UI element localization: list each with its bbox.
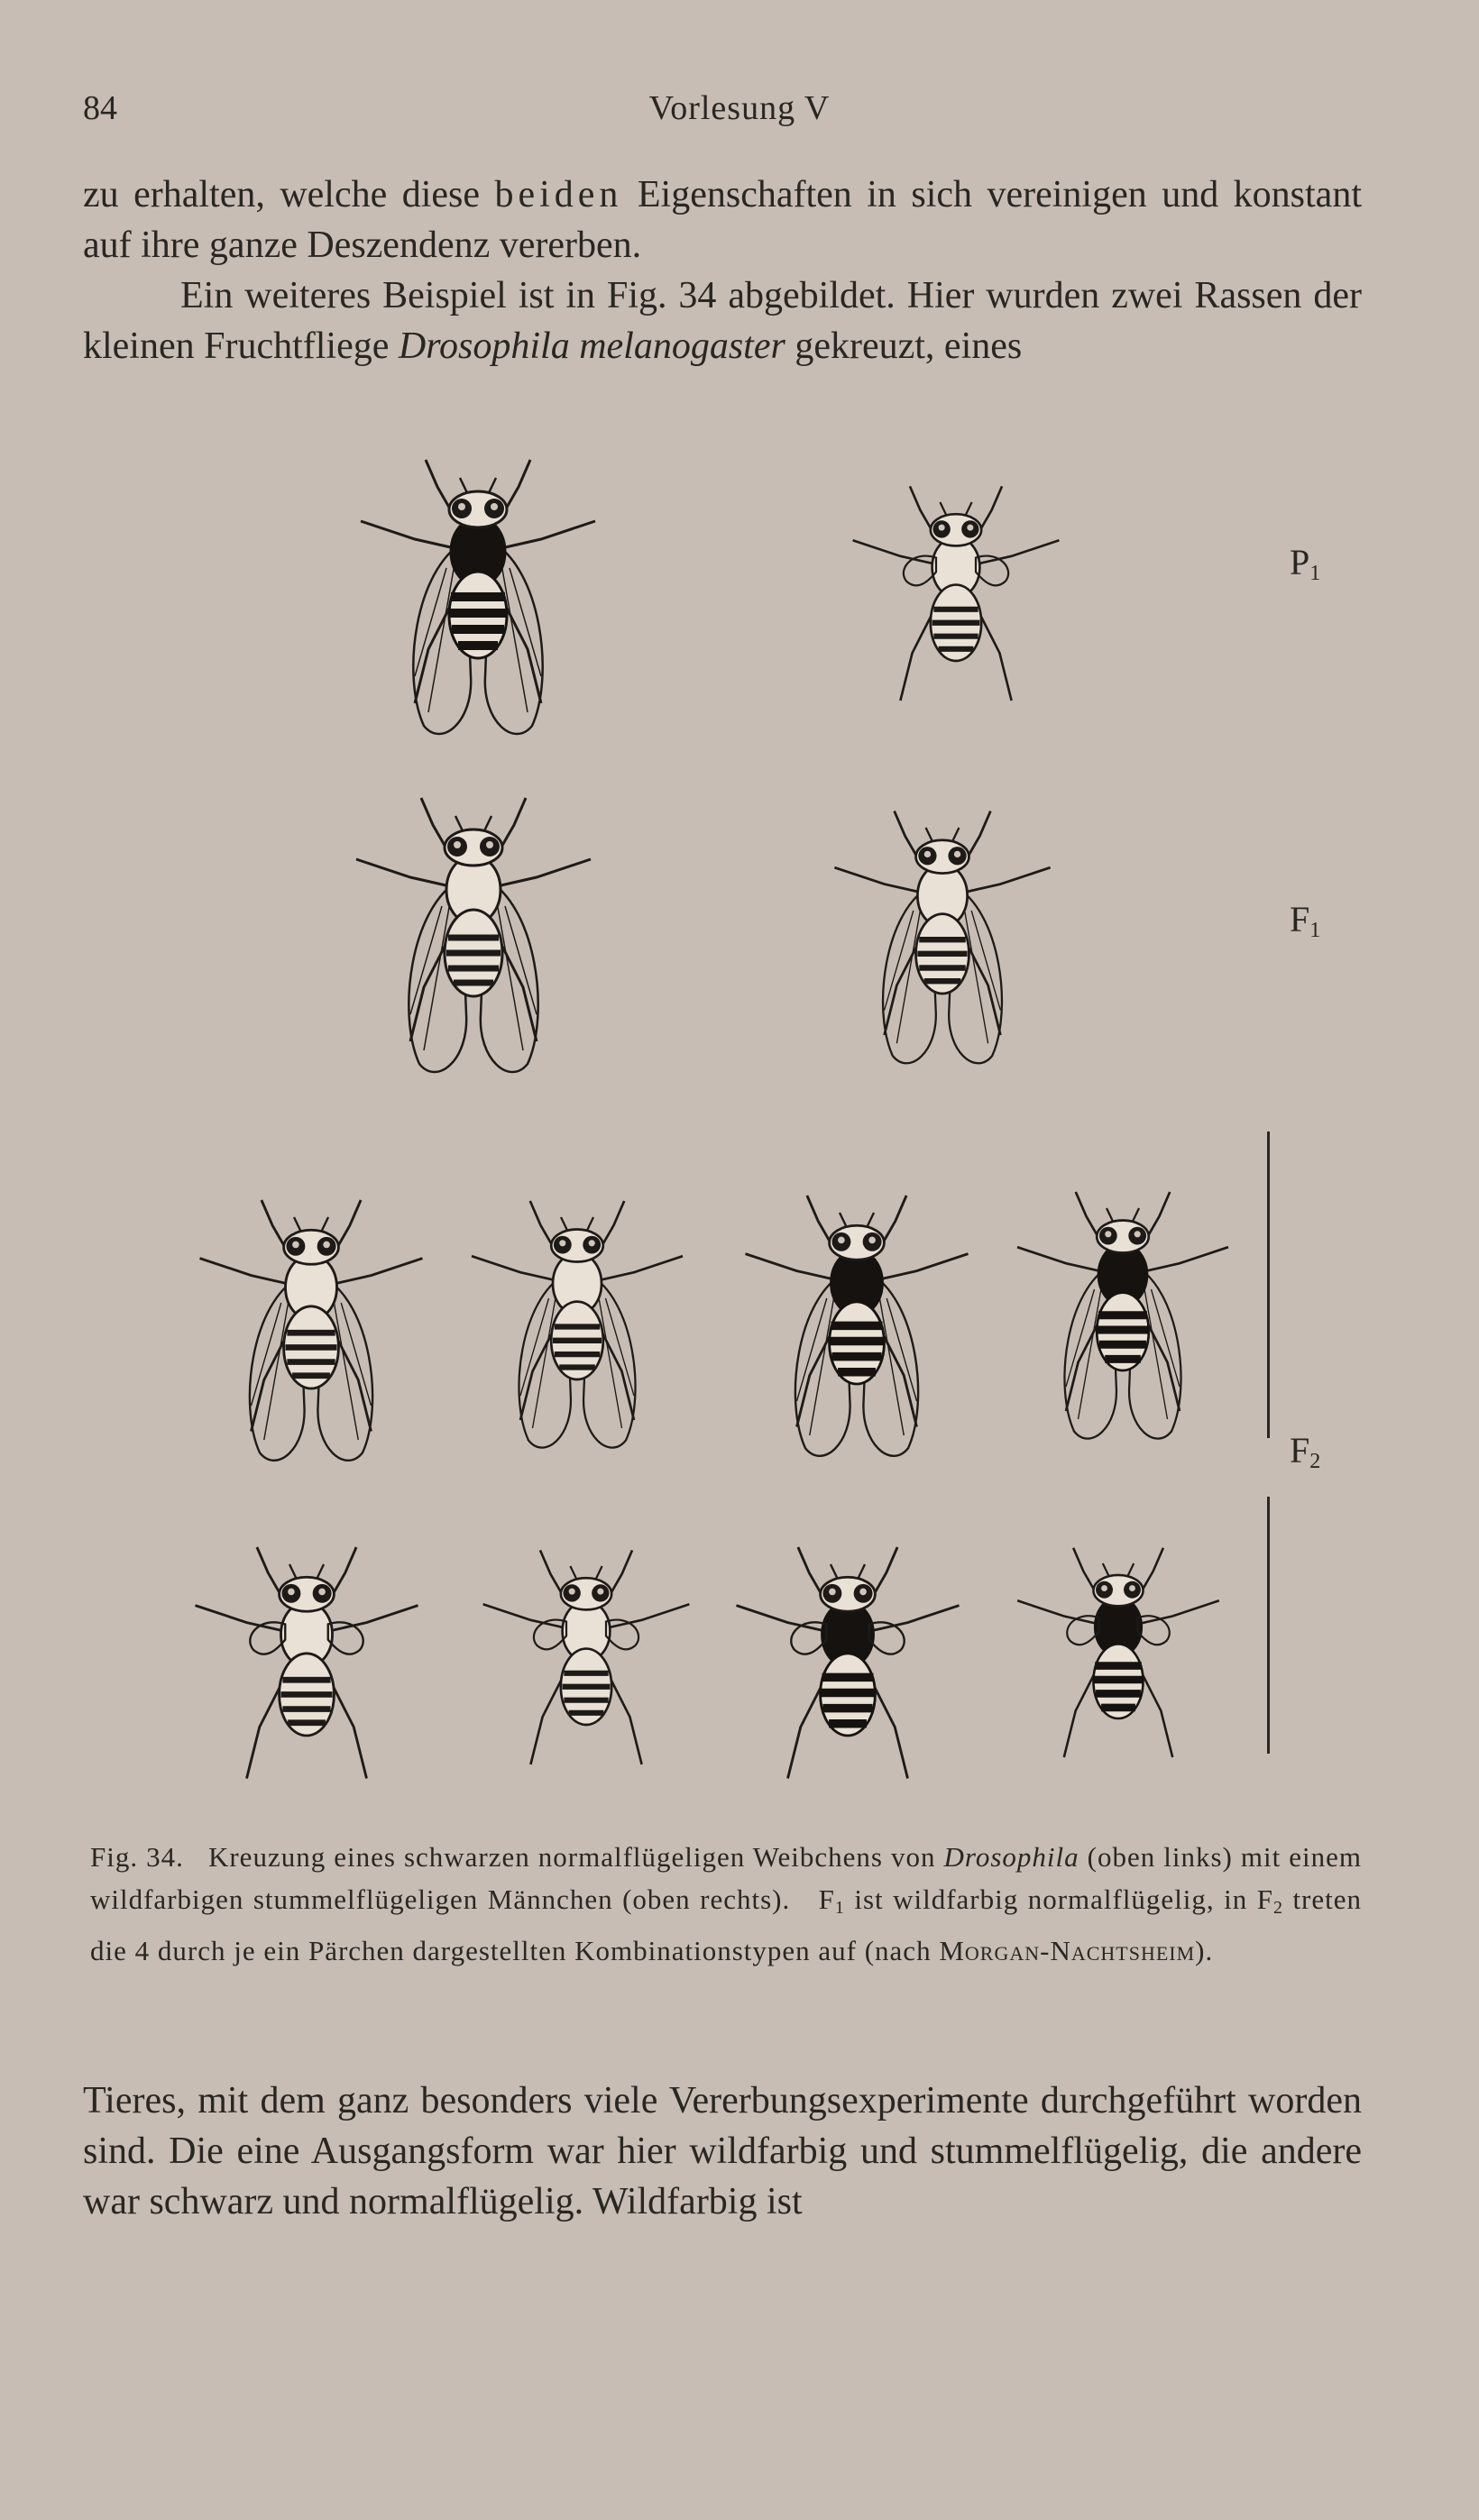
page-number: 84: [83, 89, 117, 127]
body-text-bottom: [83, 2076, 1362, 2227]
caption-species: Drosophila: [943, 1841, 1079, 1873]
p1-male-wild-vestigial-wing-fly: [853, 486, 1060, 701]
p1-female-black-normal-wing-fly: [361, 460, 595, 734]
paragraph-fig34-intro: Ein weiteres Beispiel ist in Fig. 34 abgebildet. Hier wurden zwei Rassen der kleinen Fruchtfliege Drosophila melanogaster gekreuzt, eines: [83, 275, 1362, 367]
body-text-top: [83, 170, 1362, 371]
caption-authors: Morgan-Nachtsheim: [939, 1935, 1196, 1966]
paragraph-continued-bottom: Tieres, mit dem ganz besonders viele Vererbungsexperimente durchgeführt worden sind. Die eine Ausgangsform war hier wildfarbig und stummelflügelig, die andere war schwarz und normalflügelig. Wildfarbig ist: [83, 2080, 1362, 2222]
p1-generation-label: $P_1$: [1290, 542, 1321, 585]
paragraph-continued: zu erhalten, welche diese beiden Eigenschaften in sich vereinigen und konstant auf ihre ganze Deszendenz vererben.: [83, 174, 1362, 266]
f2-wild-vestigial-male-fly: [483, 1550, 690, 1764]
f2-black-normal-female-fly: [746, 1196, 969, 1456]
figure-34-drosophila-cross: [0, 397, 1479, 1812]
species-name: Drosophila melanogaster: [398, 325, 785, 367]
f2-bracket-upper: [1267, 1132, 1270, 1438]
f2-black-normal-male-fly: [1017, 1192, 1228, 1439]
f2-black-vestigial-male-fly: [1017, 1548, 1219, 1757]
f1-male-fly: [834, 811, 1050, 1064]
f2-black-vestigial-female-fly: [737, 1547, 960, 1779]
running-title: Vorlesung V: [648, 89, 831, 127]
f2-wild-normal-male-fly: [472, 1201, 683, 1448]
f2-wild-normal-female-fly: [200, 1200, 423, 1461]
figure-label: Fig. 34.: [90, 1841, 184, 1873]
f2-generation-label: $F_2$: [1290, 1430, 1321, 1473]
f1-generation-label: $F_1$: [1290, 899, 1321, 942]
figure-caption: Fig. 34. Kreuzung eines schwarzen normalflügeligen Weibchens von Drosophila (oben links) mit einem wildfarbigen stummelflügeligen Männchen (oben rechts). $F_1$ ist wildfarbig normalflügelig, in $F_2$ treten die 4 durch je ein Pärchen dargestellten Kombinationstypen auf (nach Morgan-Nachtsheim).: [90, 1841, 1363, 1966]
running-head: [83, 88, 1396, 133]
f2-wild-vestigial-female-fly: [196, 1547, 418, 1779]
f2-bracket-lower: [1267, 1497, 1270, 1754]
f1-female-fly: [356, 798, 591, 1072]
